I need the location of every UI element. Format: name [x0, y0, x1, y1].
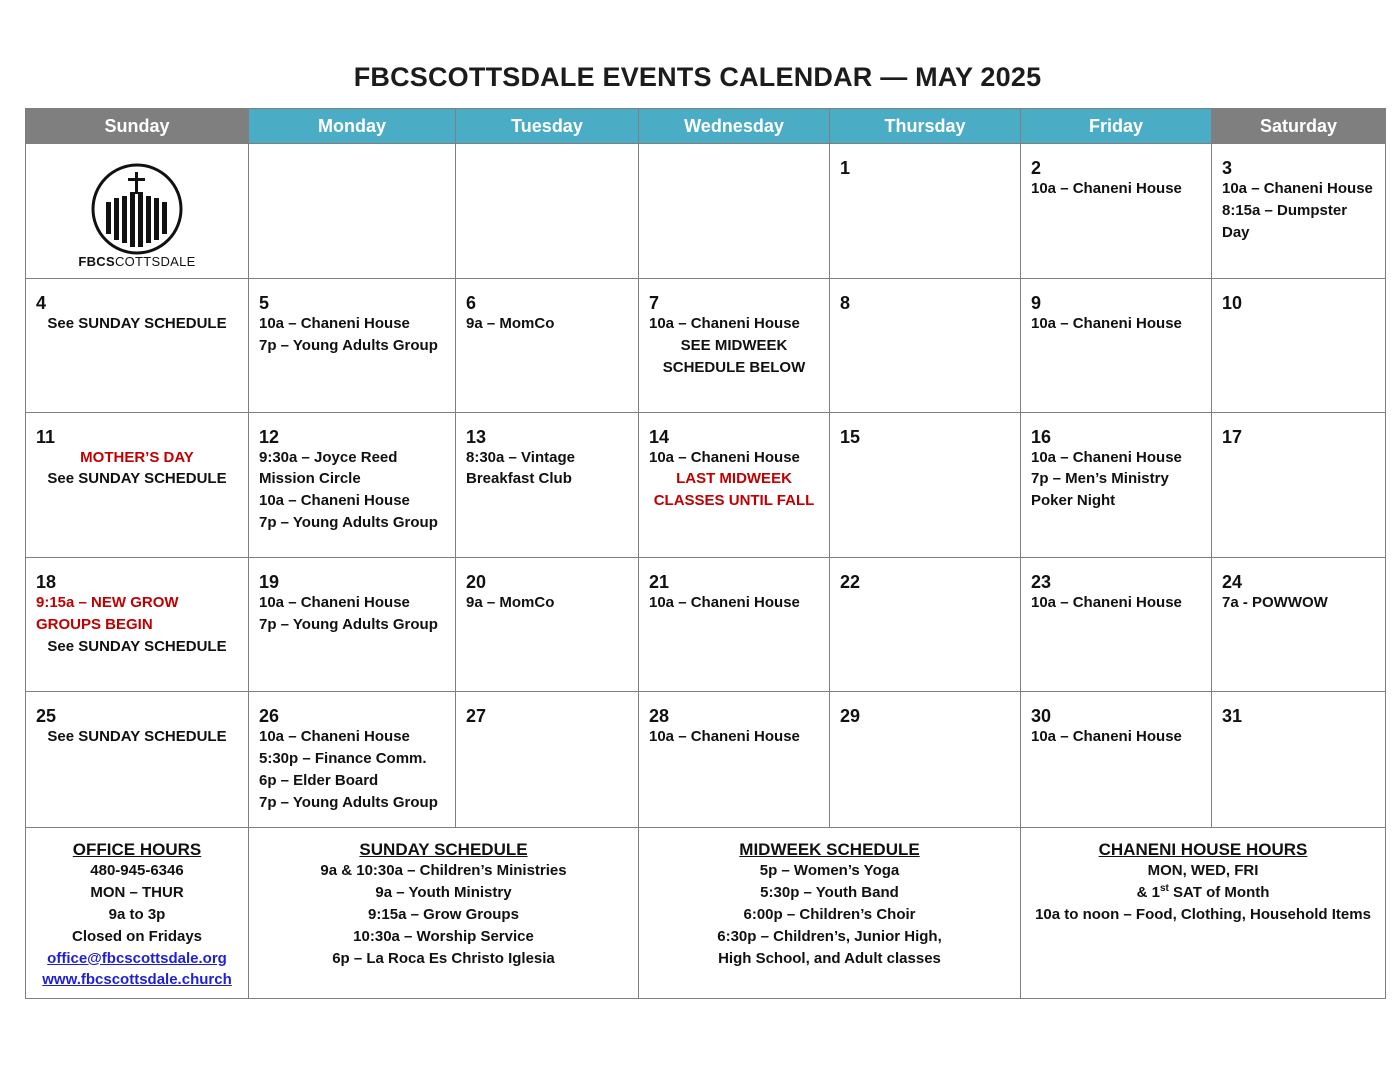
schedule-line: 9a & 10:30a – Children’s Ministries — [320, 862, 567, 880]
day-cell — [1212, 144, 1386, 279]
day-number: 4 — [36, 293, 47, 314]
day-cell — [1212, 692, 1386, 827]
day-cell — [456, 557, 639, 691]
day-number: 26 — [259, 706, 280, 727]
day-events: 10a – Chaneni House — [649, 728, 800, 746]
day-note: SEE MIDWEEK SCHEDULE BELOW — [662, 337, 806, 376]
day-cell — [830, 412, 1021, 557]
office-hours-title: OFFICE HOURS — [72, 839, 202, 859]
day-events: 10a – Chaneni House 8:15a – Dumpster Day — [1222, 180, 1373, 241]
day-cell — [456, 412, 639, 557]
day-number: 20 — [466, 571, 487, 592]
day-events: 10a – Chaneni House — [649, 593, 800, 611]
header-monday: Monday — [249, 109, 456, 144]
chaneni-house-hours-section — [1021, 827, 1386, 998]
website-link[interactable]: www.fbcscottsdale.church — [42, 971, 232, 989]
day-number: 8 — [840, 293, 851, 314]
day-number: 24 — [1222, 571, 1243, 592]
day-number: 29 — [840, 706, 861, 727]
day-events: 10a – Chaneni House 7p – Young Adults Group — [259, 315, 438, 355]
day-events: See SUNDAY SCHEDULE — [47, 315, 227, 333]
day-number: 14 — [649, 426, 670, 447]
day-events: 9a – MomCo — [466, 593, 555, 611]
day-cell — [26, 279, 249, 412]
day-number: 18 — [36, 571, 57, 592]
chaneni-services: 10a to noon – Food, Clothing, Household Items — [1035, 905, 1371, 923]
header-friday: Friday — [1021, 109, 1212, 144]
day-cell — [1212, 279, 1386, 412]
day-number: 16 — [1031, 426, 1052, 447]
schedule-line: High School, and Adult classes — [718, 949, 941, 967]
day-cell — [1021, 692, 1212, 827]
calendar-title: FBCSCOTTSDALE EVENTS CALENDAR — MAY 2025 — [353, 62, 1042, 92]
day-cell — [830, 144, 1021, 279]
day-number: 9 — [1031, 293, 1042, 314]
day-number: 11 — [36, 426, 56, 447]
day-cell — [639, 279, 830, 412]
schedule-line: 9a – Youth Ministry — [375, 884, 512, 902]
day-number: 23 — [1031, 571, 1052, 592]
midweek-schedule-section — [639, 827, 1021, 998]
day-events: 10a – Chaneni House 7p – Men’s Ministry Poker Night — [1031, 448, 1182, 510]
day-cell — [830, 557, 1021, 691]
day-cell — [639, 692, 830, 827]
day-cell — [1212, 557, 1386, 691]
day-number: 3 — [1222, 158, 1233, 178]
schedule-line: 5p – Women’s Yoga — [759, 862, 900, 880]
midweek-schedule-title: MIDWEEK SCHEDULE — [739, 839, 920, 859]
day-events: See SUNDAY SCHEDULE — [47, 470, 227, 488]
day-events: 7a - POWWOW — [1222, 593, 1328, 611]
day-number: 21 — [649, 571, 670, 592]
chaneni-saturday: & 1st SAT of Month — [1136, 883, 1270, 902]
church-cross-logo-icon — [90, 162, 184, 256]
day-cell — [639, 412, 830, 557]
day-highlight: 9:15a – NEW GROW GROUPS BEGIN — [36, 593, 179, 633]
day-number: 19 — [259, 571, 280, 592]
day-number: 10 — [1222, 293, 1243, 314]
day-cell — [456, 692, 639, 827]
office-phone: 480-945-6346 — [90, 862, 184, 880]
day-cell — [249, 557, 456, 691]
office-times: 9a to 3p — [108, 905, 166, 923]
day-cell — [26, 412, 249, 557]
day-events: See SUNDAY SCHEDULE — [47, 728, 227, 746]
office-closed: Closed on Fridays — [71, 927, 203, 945]
day-cell — [249, 412, 456, 557]
day-cell — [26, 692, 249, 827]
day-cell — [249, 144, 456, 279]
day-number: 6 — [466, 293, 477, 314]
schedule-line: 5:30p – Youth Band — [760, 884, 899, 902]
day-number: 22 — [840, 571, 861, 592]
header-tuesday: Tuesday — [456, 109, 639, 144]
day-number: 7 — [649, 293, 660, 314]
day-events: 10a – Chaneni House — [1031, 728, 1182, 746]
day-cell — [830, 279, 1021, 412]
header-wednesday: Wednesday — [639, 109, 830, 144]
day-events: 9a – MomCo — [466, 315, 555, 333]
day-events: 10a – Chaneni House — [649, 448, 800, 466]
day-number: 25 — [36, 706, 57, 727]
logo-cell — [26, 144, 249, 279]
day-number: 12 — [259, 426, 280, 447]
day-cell — [1021, 412, 1212, 557]
header-saturday: Saturday — [1212, 109, 1386, 144]
schedule-line: 6:00p – Children’s Choir — [743, 905, 916, 923]
day-events: 10a – Chaneni House 7p – Young Adults Group — [259, 593, 438, 633]
chaneni-days: MON, WED, FRI — [1147, 862, 1259, 880]
day-highlight: LAST MIDWEEK CLASSES UNTIL FALL — [653, 470, 815, 510]
chaneni-hours-title: CHANENI HOUSE HOURS — [1098, 839, 1308, 859]
office-email-link[interactable]: office@fbcscottsdale.org — [47, 949, 227, 967]
day-cell — [26, 557, 249, 691]
header-sunday: Sunday — [26, 109, 249, 144]
day-cell — [249, 279, 456, 412]
day-cell — [456, 144, 639, 279]
day-cell — [456, 279, 639, 412]
day-cell — [249, 692, 456, 827]
day-cell — [1021, 279, 1212, 412]
header-thursday: Thursday — [830, 109, 1021, 144]
day-highlight: MOTHER’S DAY — [80, 448, 194, 466]
day-number: 31 — [1222, 706, 1243, 727]
day-number: 27 — [466, 706, 487, 727]
day-cell — [639, 557, 830, 691]
logo-wordmark: FBCSCOTTSDALE — [78, 254, 196, 269]
day-number: 15 — [840, 426, 861, 447]
day-events: 9:30a – Joyce Reed Mission Circle 10a – Chaneni House 7p – Young Adults Group — [259, 448, 438, 531]
day-cell — [830, 692, 1021, 827]
day-events: 10a – Chaneni House 5:30p – Finance Comm. 6p – Elder Board 7p – Young Adults Group — [259, 728, 438, 811]
day-events: See SUNDAY SCHEDULE — [47, 637, 227, 655]
day-number: 28 — [649, 706, 670, 727]
day-cell — [1212, 412, 1386, 557]
office-hours-section — [26, 827, 249, 998]
day-events: 8:30a – Vintage Breakfast Club — [466, 448, 575, 488]
day-events: 10a – Chaneni House — [1031, 593, 1182, 611]
office-days: MON – THUR — [90, 884, 184, 902]
day-events: 10a – Chaneni House — [1031, 315, 1182, 333]
day-number: 5 — [259, 293, 270, 314]
sunday-schedule-title: SUNDAY SCHEDULE — [359, 839, 528, 859]
day-number: 17 — [1222, 426, 1243, 447]
day-cell — [1021, 144, 1212, 279]
day-number: 13 — [466, 426, 487, 447]
day-cell — [1021, 557, 1212, 691]
schedule-line: 6:30p – Children’s, Junior High, — [717, 927, 942, 945]
sunday-schedule-section — [249, 827, 639, 998]
day-number: 2 — [1031, 158, 1042, 178]
day-events: 10a – Chaneni House — [649, 315, 800, 333]
schedule-line: 10:30a – Worship Service — [353, 927, 534, 945]
day-events: 10a – Chaneni House — [1031, 180, 1182, 197]
schedule-line: 6p – La Roca Es Christo Iglesia — [332, 949, 555, 967]
day-cell — [639, 144, 830, 279]
day-number: 30 — [1031, 706, 1052, 727]
day-number: 1 — [840, 158, 851, 178]
schedule-line: 9:15a – Grow Groups — [368, 905, 519, 923]
calendar-grid — [25, 108, 1386, 999]
